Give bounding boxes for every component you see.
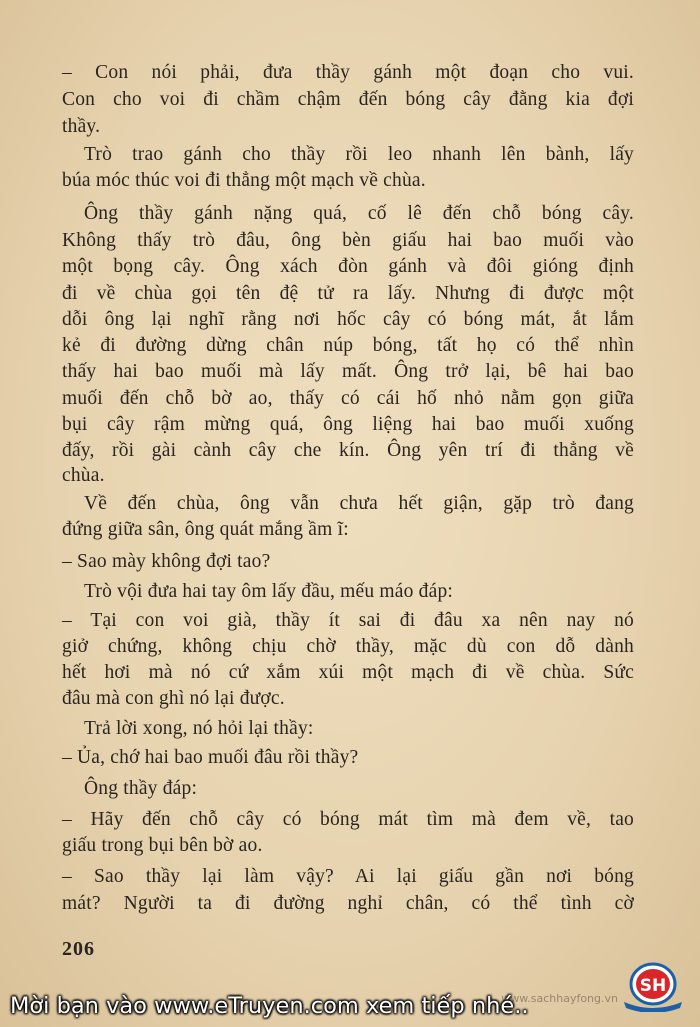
text-line: thầy. (62, 116, 101, 137)
text-line: đi về chùa gọi tên đệ tử ra lấy. Nhưng đi được một (62, 283, 634, 304)
text-line: mát? Người ta đi đường nghỉ chân, có thể tình cờ (62, 893, 634, 914)
text-line: – Sao mày không đợi tao? (62, 551, 271, 572)
footer-link[interactable]: Mời bạn vào www.eTruyen.com xem tiếp nhé.. (10, 993, 529, 1019)
logo-text: SH (639, 976, 667, 996)
text-line: đấy, rồi gài cành cây che kín. Ông yên trí đi thẳng về (62, 440, 634, 461)
text-line: chùa. (62, 465, 105, 486)
text-line: bụi cây rậm mừng quá, ông liệng hai bao muối xuống (62, 414, 634, 435)
text-line: Trả lời xong, nó hỏi lại thầy: (84, 718, 314, 739)
text-line: muối đến chỗ bờ ao, thấy có cái hố nhỏ nằm gọn giữa (62, 388, 634, 409)
text-line: – Con nói phải, đưa thầy gánh một đoạn cho vui. (62, 62, 634, 83)
text-line: – Ủa, chớ hai bao muối đâu rồi thầy? (62, 747, 359, 768)
watermark-site: www.sachhayfong.vn (501, 992, 618, 1005)
footer-banner (0, 990, 700, 1027)
text-line: Về đến chùa, ông vẫn chưa hết giận, gặp trò đang (84, 493, 634, 514)
text-line: giở chứng, không chịu chờ thầy, mặc dù con dỗ dành (62, 636, 634, 657)
text-line: Ông thầy gánh nặng quá, cố lê đến chỗ bóng cây. (84, 203, 634, 224)
text-line: đứng giữa sân, ông quát mắng ầm ĩ: (62, 519, 349, 540)
text-line: kẻ đi đường dừng chân núp bóng, tất họ có thể nhìn (62, 335, 634, 356)
text-line: đâu mà con ghì nó lại được. (62, 688, 285, 709)
text-line: Ông thầy đáp: (84, 778, 198, 799)
text-line: thấy hai bao muối mà lấy mất. Ông trở lại, bê hai bao (62, 361, 634, 382)
text-line: – Hãy đến chỗ cây có bóng mát tìm mà đem về, tao (62, 809, 634, 830)
text-line: Không thấy trò đâu, ông bèn giấu hai bao muối vào (62, 230, 634, 251)
text-line: – Sao thầy lại làm vậy? Ai lại giấu gần nơi bóng (62, 866, 634, 887)
text-line: Con cho voi đi chầm chậm đến bóng cây đằng kia đợi (62, 89, 634, 110)
page-number: 206 (62, 938, 95, 960)
text-line: giấu trong bụi bên bờ ao. (62, 835, 263, 856)
text-line: Trò trao gánh cho thầy rồi leo nhanh lên bành, lấy (84, 144, 634, 165)
text-line: một bọng cây. Ông xách đòn gánh và đôi gióng định (62, 256, 634, 277)
text-line: Trò vội đưa hai tay ôm lấy đầu, mếu máo đáp: (84, 581, 454, 602)
text-line: búa móc thúc voi đi thẳng một mạch về chùa. (62, 170, 426, 191)
text-line: dỗi ông lại nghĩ rằng nơi hốc cây có bóng mát, ắt lắm (62, 309, 634, 330)
text-line: – Tại con voi già, thầy ít sai đi đâu xa nên nay nó (62, 610, 634, 631)
text-line: hết hơi mà nó cứ xắm xúi một mạch đi về chùa. Sức (62, 662, 634, 683)
